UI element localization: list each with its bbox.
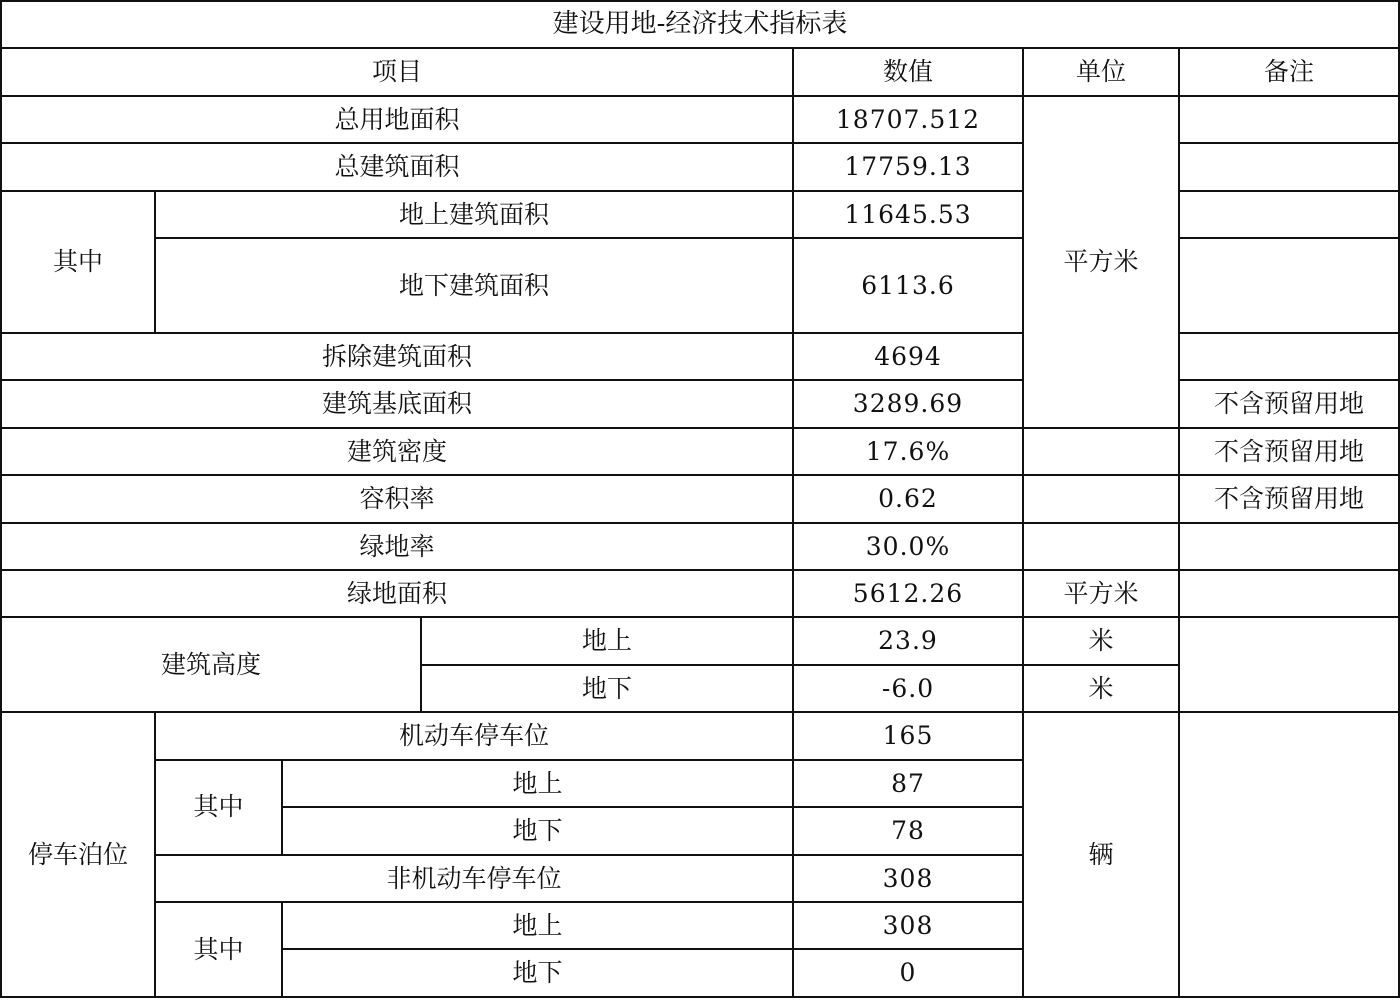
row-note-green-area [1179, 570, 1399, 617]
row-value-motor-above: 87 [793, 760, 1023, 807]
row-label-height-below: 地下 [421, 665, 793, 712]
row-label-motor: 机动车停车位 [155, 712, 793, 759]
row-label-total-build: 总建筑面积 [1, 143, 793, 190]
unit-vehicle: 辆 [1023, 712, 1179, 997]
row-note-above-build [1179, 191, 1399, 238]
row-label-footprint: 建筑基底面积 [1, 380, 793, 427]
row-value-far: 0.62 [793, 475, 1023, 522]
row-label-green-area: 绿地面积 [1, 570, 793, 617]
row-label-motor-below: 地下 [282, 807, 793, 854]
row-unit-density [1023, 428, 1179, 475]
row-value-motor: 165 [793, 712, 1023, 759]
row-value-motor-below: 78 [793, 807, 1023, 854]
row-label-far: 容积率 [1, 475, 793, 522]
row-value-total-build: 17759.13 [793, 143, 1023, 190]
row-value-green-area: 5612.26 [793, 570, 1023, 617]
table-title: 建设用地-经济技术指标表 [1, 1, 1399, 48]
row-unit-height-above: 米 [1023, 617, 1179, 664]
row-unit-height-below: 米 [1023, 665, 1179, 712]
row-note-total-land [1179, 96, 1399, 143]
row-note-demolish [1179, 333, 1399, 380]
row-label-below-build: 地下建筑面积 [155, 238, 793, 333]
header-item: 项目 [1, 48, 793, 95]
row-note-total-build [1179, 143, 1399, 190]
row-label-total-land: 总用地面积 [1, 96, 793, 143]
row-label-parking: 停车泊位 [1, 712, 155, 997]
among-label-nonmotor: 其中 [155, 902, 282, 997]
row-unit-far [1023, 475, 1179, 522]
row-label-nonmotor-above: 地上 [282, 902, 793, 949]
row-value-nonmotor-below: 0 [793, 949, 1023, 997]
header-unit: 单位 [1023, 48, 1179, 95]
row-label-height-above: 地上 [421, 617, 793, 664]
unit-square-meter: 平方米 [1023, 96, 1179, 428]
row-value-above-build: 11645.53 [793, 191, 1023, 238]
row-value-height-above: 23.9 [793, 617, 1023, 664]
header-value: 数值 [793, 48, 1023, 95]
row-value-height-below: -6.0 [793, 665, 1023, 712]
row-value-footprint: 3289.69 [793, 380, 1023, 427]
row-value-density: 17.6% [793, 428, 1023, 475]
among-label-build: 其中 [1, 191, 155, 333]
row-note-density: 不含预留用地 [1179, 428, 1399, 475]
row-note-parking [1179, 712, 1399, 997]
row-note-below-build [1179, 238, 1399, 333]
row-value-total-land: 18707.512 [793, 96, 1023, 143]
among-label-motor: 其中 [155, 760, 282, 855]
row-label-motor-above: 地上 [282, 760, 793, 807]
row-note-green-rate [1179, 523, 1399, 570]
row-note-far: 不含预留用地 [1179, 475, 1399, 522]
row-unit-green-rate [1023, 523, 1179, 570]
row-label-height: 建筑高度 [1, 617, 421, 712]
row-label-density: 建筑密度 [1, 428, 793, 475]
row-value-nonmotor: 308 [793, 855, 1023, 902]
row-value-green-rate: 30.0% [793, 523, 1023, 570]
row-label-demolish: 拆除建筑面积 [1, 333, 793, 380]
row-label-green-rate: 绿地率 [1, 523, 793, 570]
row-value-below-build: 6113.6 [793, 238, 1023, 333]
header-note: 备注 [1179, 48, 1399, 95]
row-label-nonmotor-below: 地下 [282, 949, 793, 997]
row-unit-green-area: 平方米 [1023, 570, 1179, 617]
row-note-height [1179, 617, 1399, 712]
row-value-nonmotor-above: 308 [793, 902, 1023, 949]
row-note-footprint: 不含预留用地 [1179, 380, 1399, 427]
row-label-above-build: 地上建筑面积 [155, 191, 793, 238]
row-value-demolish: 4694 [793, 333, 1023, 380]
row-label-nonmotor: 非机动车停车位 [155, 855, 793, 902]
